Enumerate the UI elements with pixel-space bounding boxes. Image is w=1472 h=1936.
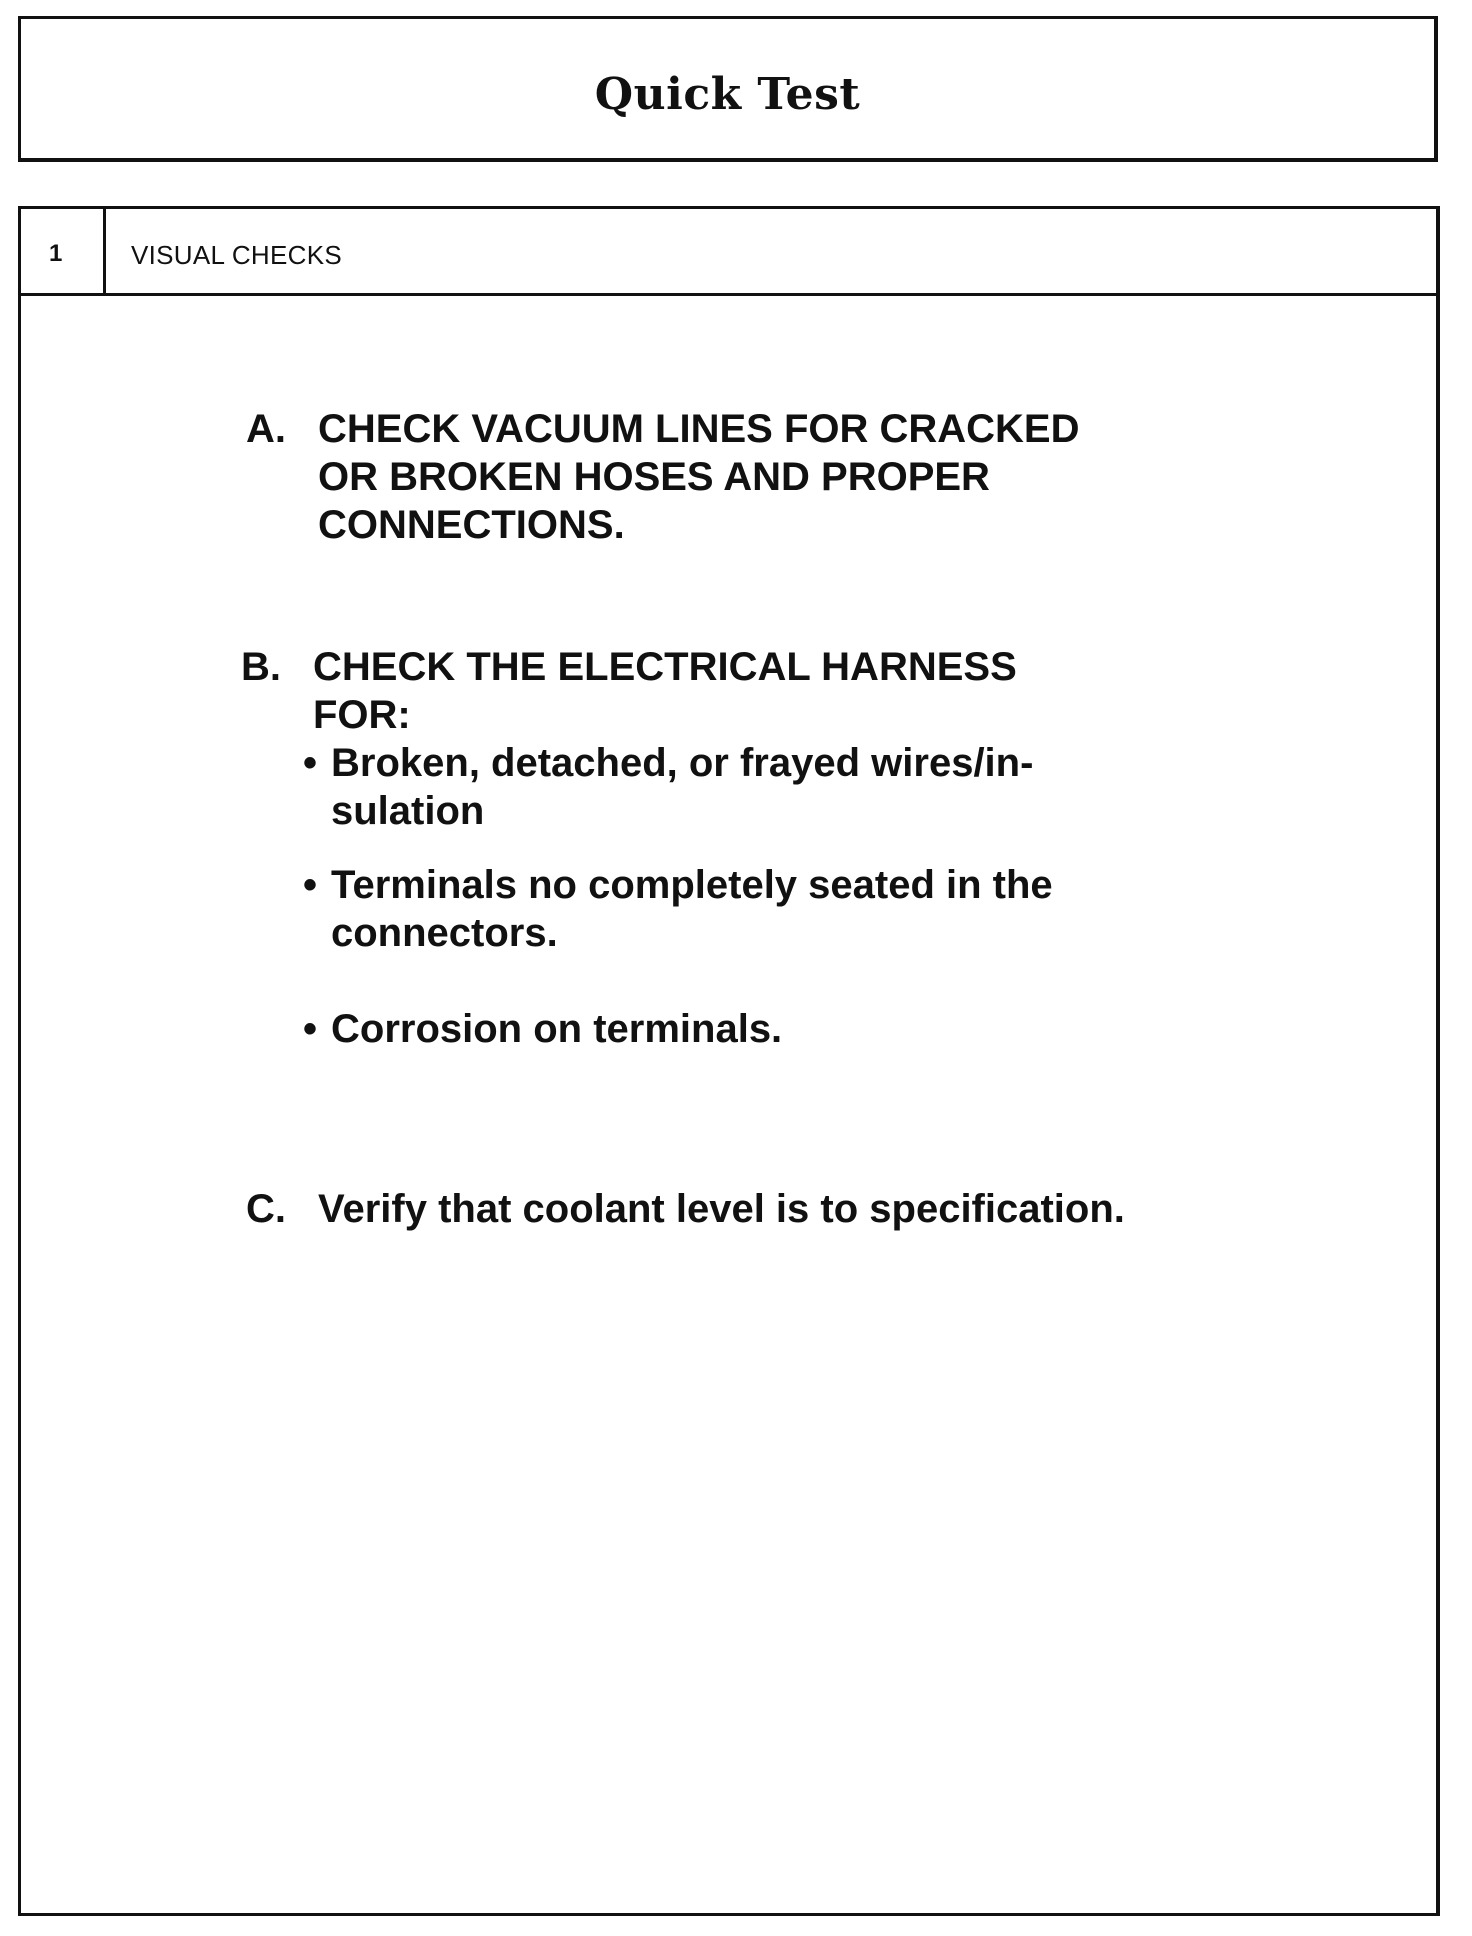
item-letter: B. bbox=[241, 645, 281, 689]
bullet-icon: • bbox=[303, 863, 318, 907]
step-title: VISUAL CHECKS bbox=[131, 240, 342, 270]
item-letter: A. bbox=[246, 407, 286, 451]
bullet-text: Terminals no completely seated in the connectors. bbox=[331, 863, 1053, 955]
step-number-cell bbox=[21, 209, 106, 293]
item-letter: C. bbox=[246, 1187, 286, 1231]
step-panel bbox=[18, 206, 1440, 1916]
step-header bbox=[21, 209, 1436, 296]
item-text: CHECK VACUUM LINES FOR CRACKED OR BROKEN HOSES AND PROPER CONNECTIONS. bbox=[318, 407, 1080, 547]
bullet-text: Corrosion on terminals. bbox=[331, 1007, 783, 1051]
bullet-text: Broken, detached, or frayed wires/in- sulation bbox=[331, 741, 1034, 833]
item-text: Verify that coolant level is to specification. bbox=[318, 1187, 1125, 1231]
bullet-icon: • bbox=[303, 1007, 318, 1051]
bullet-icon: • bbox=[303, 741, 318, 785]
title-box bbox=[18, 16, 1438, 162]
page-title: Quick Test bbox=[594, 69, 861, 120]
item-text: CHECK THE ELECTRICAL HARNESS FOR: bbox=[313, 645, 1017, 737]
step-number: 1 bbox=[49, 240, 63, 267]
